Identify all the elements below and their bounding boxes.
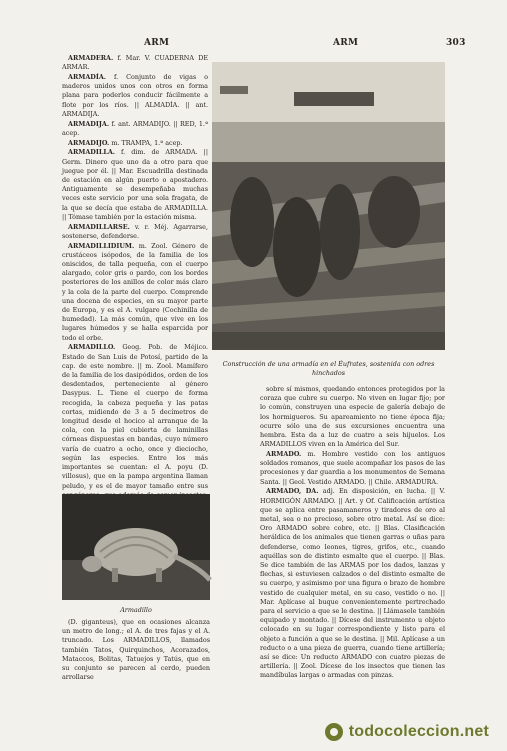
armadillo-caption: Armadillo xyxy=(120,606,152,614)
entry-headword: ARMADÍA. xyxy=(68,73,107,81)
entry-text: f. dim. de ARMADA. || Germ. Dinero que uno da a otro para que juegue por él. || Mar. Escuadrilla destinada de estación en algún puerto o apostadero. Antiguamente se desempeñaba muchas veces este servicio por una sola fragata, de la que se decía que estaba de ARMADILLA. || Tómase también por la estación misma. xyxy=(62,148,208,221)
top-photo-caption: Construcción de una armadía en el Éufrates, sostenida con odres hinchados xyxy=(222,360,435,377)
entry-headword: ARMADIJA. xyxy=(68,119,110,128)
entry-headword: ARMADIJO. xyxy=(68,138,110,147)
entry-text: f. Conjunto de vigas o maderos unidos unos con otros en forma plana para poderlos conducir fácilmente a flote por los ríos. || ALMADÍA. || ant. ARMADIJA. xyxy=(62,73,208,118)
column-right xyxy=(260,385,445,680)
entry-text: v. r. Méj. Agarrarse, sostenerse, defenderse. xyxy=(62,222,208,240)
entry-headword: ARMADO, DA. xyxy=(266,487,319,496)
watermark-logo-icon xyxy=(325,723,343,741)
entry-text: (D. giganteus), que en ocasiones alcanza un metro de long.; el A. de tres fajas y el A. truncado. Los ARMADILLOS, llamados también Tatos, Quirquinchos, Acorazados, Mataccos, Bolitas, Tatuejos y Tatús, que en su conjunto se parecen al cerdo, pueden arrollarse xyxy=(62,618,210,682)
entry-headword: ARMADILLA. xyxy=(68,148,116,157)
running-head-right: ARM xyxy=(333,38,359,48)
entry-text: m. Hombre vestido con los antiguos soldados romanos, que suele acompañar los pasos de las procesiones y dar guardia a los monumentos de Semana Santa. || Geol. Vestido ARMADO. || Chile. ARMADURA. xyxy=(260,450,445,486)
entry xyxy=(62,242,208,343)
entry-headword: ARMADO. xyxy=(266,450,302,459)
entry-headword: ARMADILLIDIUM. xyxy=(68,241,135,250)
column-left-upper xyxy=(62,54,208,490)
entry-text: f. Mar. V. CUADERNA DE ARMAR. xyxy=(62,54,208,72)
entry xyxy=(62,120,208,138)
armadillo-photo xyxy=(62,494,210,600)
entry xyxy=(62,73,208,119)
column-left-lower xyxy=(62,618,210,682)
entry-text: sobre sí mismos, quedando entonces protegidos por la coraza que cubre su cuerpo. No viven en lugar fijo; por lo común, construyen una especie de galería debajo de los hormigueros. Su apareamiento no tiene época fija; ocurre sólo una de sus excursiones encuentra una hembra. Esta da a luz de cuatro a seis hijuelos. Los ARMADILLOS viven en la América del Sur. xyxy=(260,385,445,449)
entry-headword: ARMADERA. xyxy=(68,54,114,62)
entry-text: f. ant. ARMADIJO. || RED, 1.ª acep. xyxy=(62,119,208,137)
entry xyxy=(62,618,210,682)
page-number: 303 xyxy=(446,38,466,48)
entry-text: m. TRAMPA, 1.ª acep. xyxy=(111,138,183,147)
entry-text: adj. En disposición, en lucha. || V. HORMIGÓN ARMADO. || Art. y Of. Calificación artística que se aplica entre pasamaneros y tiradores de oro al metal, sea o no precioso, sobre otro metal. Así se dice: Oro ARMADO sobre cobre, etc. || Blas. Clasificación heráldica de los animales que tienen garras o uñas para defenderse, como leones, tigres, grifos, etc., cuando aquéllas son de distinto esmalte que el cuerpo. || Blas. Se dice también de las ARMAS por los dados, lanzas y flechas, si estuviesen calzados o del distinto esmalte de su cuerpo, y asimismo por una figura o brazo de hombre vestido de cualquier metal, en su caso, vestido o no. || Mar. Aplícase al buque convenientemente pertrechado para el servicio a que se le destina. || Llámasele también equipado y montado. || Dícese del instrumento u objeto colocado en su lugar correspondiente y listo para el objeto a función a que se le destina. || Mil. Aplícase a un reducto o a una pieza de guerra, cuando tiene artillería; así se dice: Un reducto ARMADO con cuatro piezas de artillería. || Zool. Dícese de los insectos que tienen las mandíbulas largas o armadas con pinzas. xyxy=(260,487,445,680)
entry xyxy=(62,139,208,148)
entry xyxy=(62,54,208,72)
armadia-photo xyxy=(212,62,445,350)
entry-text: m. Zool. Género de crustáceos isópodos, de la familia de los oniscidos, de talla pequeña, con el cuerpo alargado, color gris o pardo, con los bordes posteriores de los anillos de color más claro y la cola de la parte del cuerpo. Comprende una docena de especies, en su mayor parte de Europa, y es el A. vulgare (Cochinilla de humedad). La más común, que vive en los lugares húmedos y se halla esparcida por todo el orbe. xyxy=(62,241,208,342)
entry-headword: ARMADILLARSE. xyxy=(68,222,130,231)
entry xyxy=(62,223,208,241)
entry xyxy=(62,148,208,222)
watermark-text: todocoleccion.net xyxy=(348,723,489,740)
running-head-left: ARM xyxy=(144,38,170,48)
entry-text: Geog. Pob. de Méjico. Estado de San Luis de Potosí, partido de la cap. de este nombre. || m. Zool. Mamífero de la familia de los dasipódidos, orden de los desdentados, perteneciente al género Dasypus. L. Tiene el cuerpo de forma recogida, la cabeza pequeña y las patas cortas, midiendo de 3 a 5 decímetros de longitud desde el hocico al arranque de la cola, con la piel cubierta de laminillas córneas dispuestas en bandas, cuyo número varía de cuatro a ocho, once y dieciocho, según las especies. Entre los más importantes se cuentan: el A. poyu (D. villosus), que en la pampa argentina llaman peludo, y es el de mayor tamaño entre sus xyxy=(62,343,208,490)
entry-headword: ARMADILLO. xyxy=(68,343,116,352)
entry xyxy=(260,450,445,487)
watermark xyxy=(325,723,489,741)
entry xyxy=(260,487,445,680)
entry xyxy=(260,385,445,449)
